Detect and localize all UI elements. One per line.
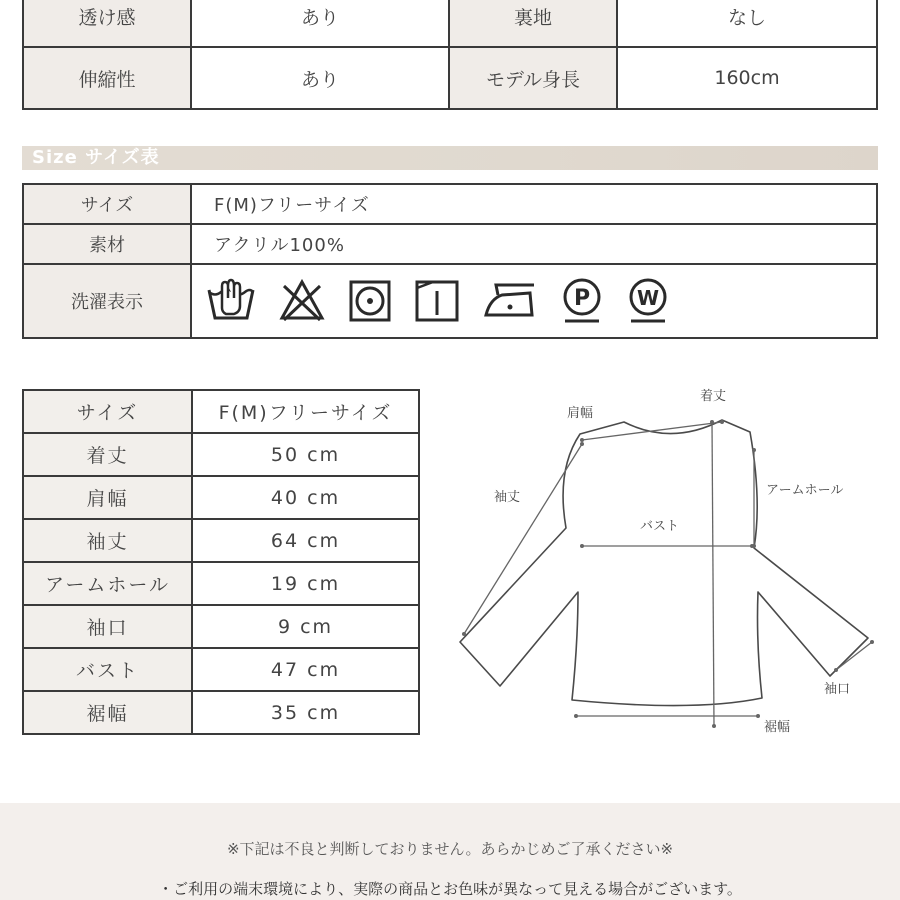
meas-label: 裾幅 <box>23 691 192 734</box>
attr-value: あり <box>191 47 449 109</box>
measurement-row <box>23 691 419 734</box>
meas-header-label: サイズ <box>23 390 192 433</box>
wet-clean-w-letter: W <box>636 286 660 310</box>
diagram-label-shoulder: 肩幅 <box>567 406 594 421</box>
line-dry-icon <box>414 279 460 323</box>
measurement-row <box>23 605 419 648</box>
dry-clean-p-letter: P <box>573 286 591 311</box>
attributes-row <box>23 47 877 109</box>
no-bleach-icon <box>278 278 326 324</box>
meas-value: 50 cm <box>192 433 419 476</box>
attr-label: 透け感 <box>23 0 191 47</box>
footer-note-color: ・ご利用の端末環境により、実際の商品とお色味が異なって見える場合がございます。 <box>158 880 742 898</box>
diagram-label-hem: 裾幅 <box>764 720 791 735</box>
meas-label: 袖丈 <box>23 519 192 562</box>
spec-label: 素材 <box>23 224 191 264</box>
measurement-row <box>23 476 419 519</box>
measurements-header-row <box>23 390 419 433</box>
meas-label: 着丈 <box>23 433 192 476</box>
attr-label: 伸縮性 <box>23 47 191 109</box>
measurement-row <box>23 562 419 605</box>
length-line <box>712 422 714 726</box>
shoulder-line <box>582 422 722 440</box>
meas-value: 40 cm <box>192 476 419 519</box>
measurement-row <box>23 648 419 691</box>
spec-table <box>22 183 878 339</box>
measurement-row <box>23 519 419 562</box>
meas-label: アームホール <box>23 562 192 605</box>
measurements-table <box>22 389 420 735</box>
attr-value: なし <box>617 0 877 47</box>
attributes-table <box>22 0 878 110</box>
size-section-header: Size サイズ表 <box>22 146 878 170</box>
attributes-row <box>23 0 877 47</box>
care-symbols <box>192 277 876 325</box>
garment-diagram <box>440 380 900 760</box>
meas-value: 9 cm <box>192 605 419 648</box>
care-symbols-cell <box>191 264 877 338</box>
meas-label: 肩幅 <box>23 476 192 519</box>
attr-label: 裏地 <box>449 0 617 47</box>
spec-label: 洗濯表示 <box>23 264 191 338</box>
attr-value: あり <box>191 0 449 47</box>
diagram-label-armhole: アームホール <box>766 483 844 498</box>
measurement-row <box>23 433 419 476</box>
diagram-label-sleeve: 袖丈 <box>494 490 521 505</box>
dry-clean-p-icon <box>560 277 604 325</box>
wet-clean-w-icon <box>626 277 670 325</box>
sleeve-line <box>464 444 582 634</box>
meas-label: 袖口 <box>23 605 192 648</box>
attr-value: 160cm <box>617 47 877 109</box>
footer-note-disclaimer: ※下記は不良と判断しておりません。あらかじめご了承ください※ <box>226 840 674 858</box>
diagram-label-bust: バスト <box>640 519 680 534</box>
meas-label: バスト <box>23 648 192 691</box>
iron-low-icon <box>482 279 538 323</box>
cuff-line <box>836 642 872 670</box>
meas-header-value: F(M)フリーサイズ <box>192 390 419 433</box>
spec-row <box>23 184 877 224</box>
spec-value: アクリル100% <box>191 224 877 264</box>
attr-label: モデル身長 <box>449 47 617 109</box>
meas-value: 47 cm <box>192 648 419 691</box>
diagram-label-length: 着丈 <box>700 389 727 404</box>
meas-value: 35 cm <box>192 691 419 734</box>
garment-outline <box>460 420 868 706</box>
diagram-label-cuff: 袖口 <box>824 682 851 697</box>
meas-value: 19 cm <box>192 562 419 605</box>
tumble-dry-icon <box>348 279 392 323</box>
meas-value: 64 cm <box>192 519 419 562</box>
spec-value: F(M)フリーサイズ <box>191 184 877 224</box>
spec-label: サイズ <box>23 184 191 224</box>
hand-wash-icon <box>206 278 256 324</box>
spec-row <box>23 224 877 264</box>
spec-row <box>23 264 877 338</box>
